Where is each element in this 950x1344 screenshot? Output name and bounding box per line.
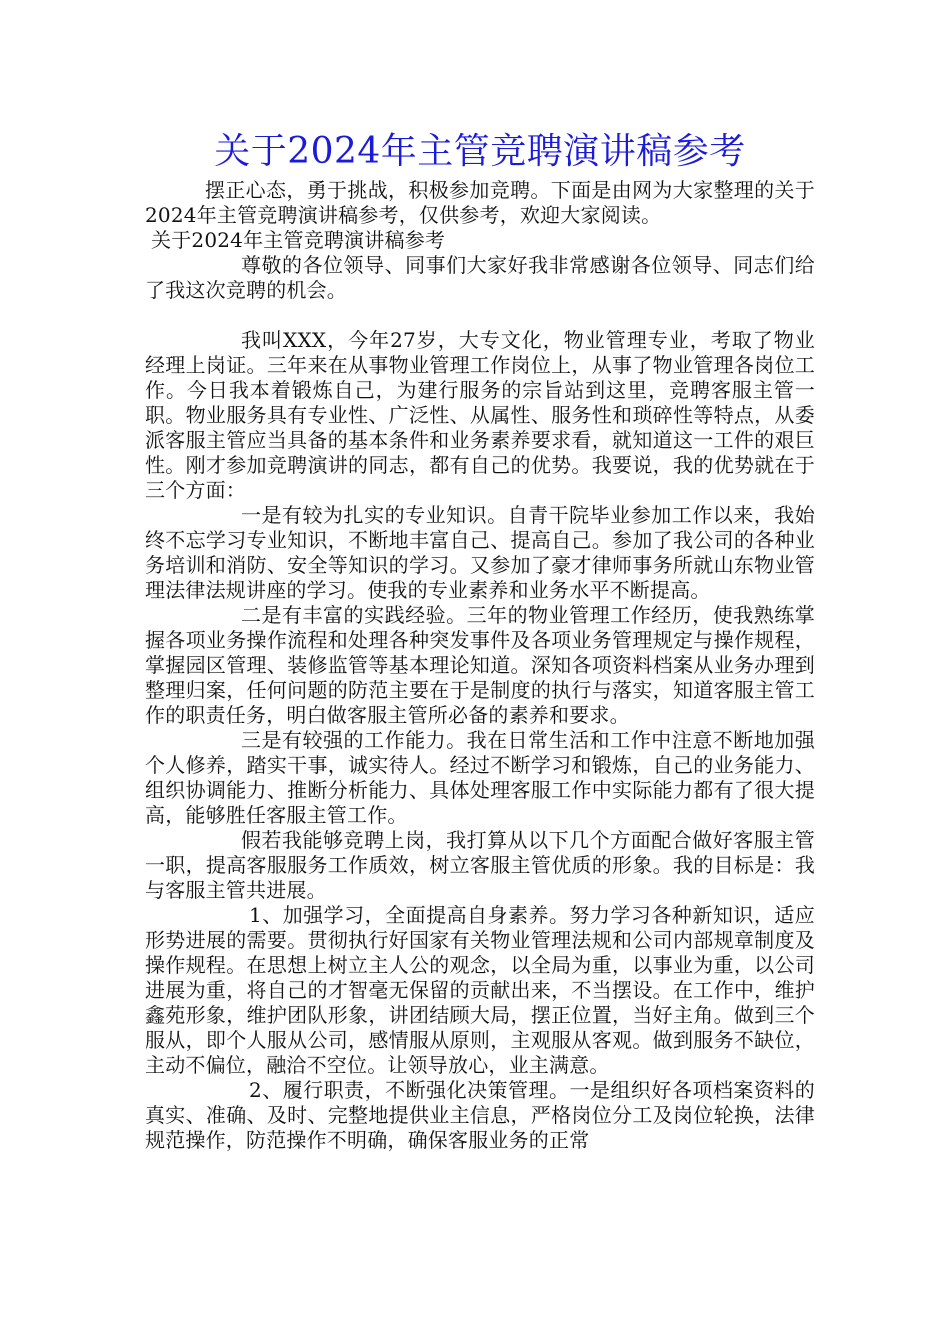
blank-line bbox=[145, 303, 815, 328]
self-introduction-paragraph: 我叫XXX，今年27岁，大专文化，物业管理专业，考取了物业经理上岗证。三年来在从事物业管理工作岗位上，从事了物业管理各岗位工作。今日我本着锻炼自己，为建行服务的宗旨站到这里，竞聘客服主管一职。物业服务具有专业性、广泛性、从属性、服务性和琐碎性等特点，从委派客服主管应当具备的基本条件和业务素养要求看，就知道这一工件的艰巨性。刚才参加竞聘演讲的同志，都有自己的优势。我要说，我的优势就在于三个方面： bbox=[145, 328, 815, 502]
item-two-paragraph: 2、履行职责，不断强化决策管理。一是组织好各项档案资料的真实、准确、及时、完整地提供业主信息，严格岗位分工及岗位轮换，法律规范操作，防范操作不明确，确保客服业务的正常 bbox=[145, 1078, 815, 1152]
advantage-two-paragraph: 二是有丰富的实践经验。三年的物业管理工作经历，使我熟练掌握各项业务操作流程和处理各种突发事件及各项业务管理规定与操作规程，掌握园区管理、装修监管等基本理论知道。深知各项资料档案从业务办理到整理归案，任何问题的防范主要在于是制度的执行与落实，知道客服主管工作的职责任务，明白做客服主管所必备的素养和要求。 bbox=[145, 603, 815, 727]
document-title: 关于2024年主管竞聘演讲稿参考 bbox=[214, 131, 746, 172]
subtitle-line: 关于2024年主管竞聘演讲稿参考 bbox=[151, 228, 446, 252]
advantage-one-paragraph: 一是有较为扎实的专业知识。自青干院毕业参加工作以来，我始终不忘学习专业知识，不断地丰富自己、提高自己。参加了我公司的各种业务培训和消防、安全等知识的学习。又参加了豪才律师事务所就山东物业管理法律法规讲座的学习。使我的专业素养和业务水平不断提高。 bbox=[145, 503, 815, 602]
advantage-three-paragraph: 三是有较强的工作能力。我在日常生活和工作中注意不断地加强个人修养，踏实干事，诚实待人。经过不断学习和锻炼，自己的业务能力、组织协调能力、推断分析能力、具体处理客服工作中实际能力都有了很大提高，能够胜任客服主管工作。 bbox=[145, 728, 815, 827]
intro-paragraph: 摆正心态，勇于挑战，积极参加竞聘。下面是由网为大家整理的关于2024年主管竞聘演讲稿参考，仅供参考，欢迎大家阅读。 bbox=[145, 178, 815, 227]
plan-paragraph: 假若我能够竞聘上岗，我打算从以下几个方面配合做好客服主管一职，提高客服服务工作质效，树立客服主管优质的形象。我的目标是：我与客服主管共进展。 bbox=[145, 828, 815, 902]
item-one-paragraph: 1、加强学习，全面提高自身素养。努力学习各种新知识，适应形势进展的需要。贯彻执行好国家有关物业管理法规和公司内部规章制度及操作规程。在思想上树立主人公的观念，以全局为重，以事业为重，以公司进展为重，将自己的才智毫无保留的贡献出来，不当摆设。在工作中，维护鑫苑形象，维护团队形象，讲团结顾大局，摆正位置，当好主角。做到三个服从，即个人服从公司，感情服从原则，主观服从客观。做到服务不缺位，主动不偏位，融洽不空位。让领导放心，业主满意。 bbox=[145, 903, 815, 1077]
greeting-paragraph: 尊敬的各位领导、同事们大家好我非常感谢各位领导、同志们给了我这次竞聘的机会。 bbox=[145, 253, 815, 302]
document-page bbox=[145, 128, 815, 1153]
